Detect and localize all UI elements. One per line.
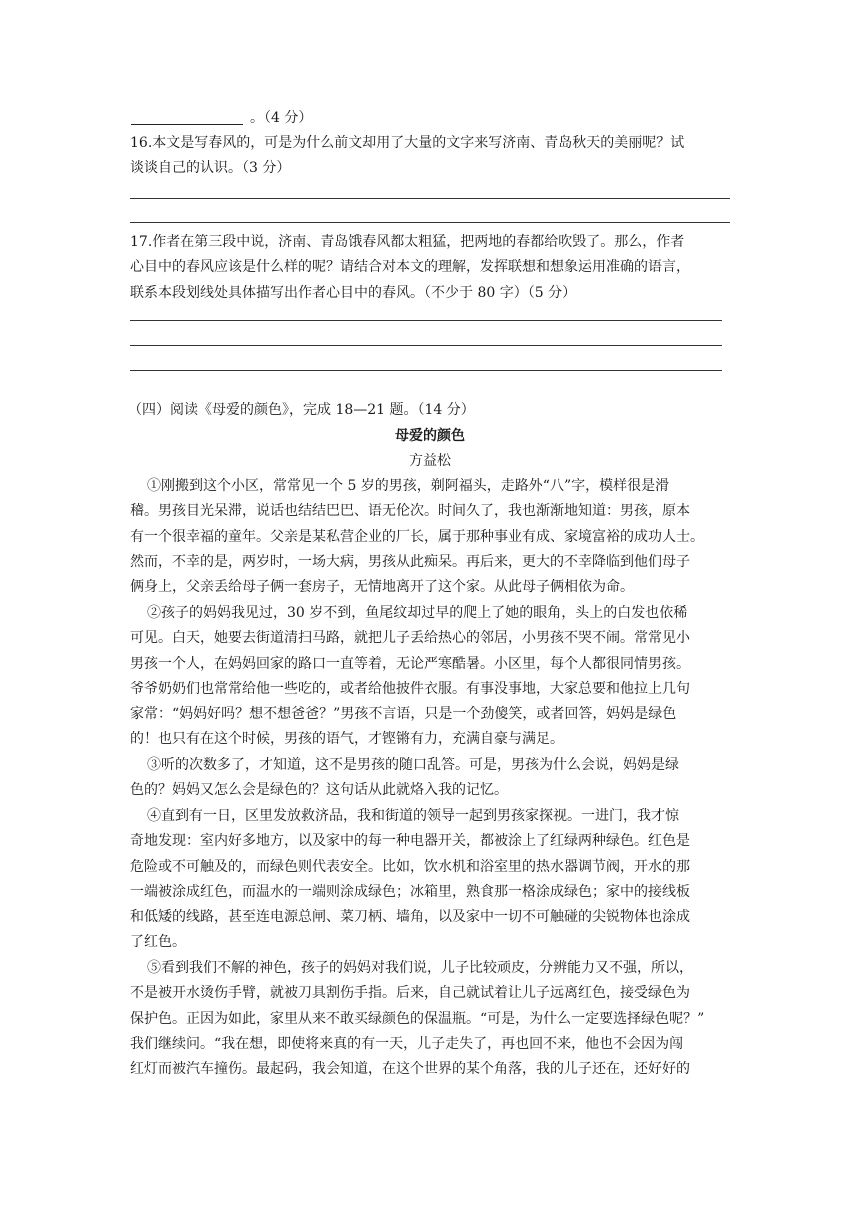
paragraph-line: 家常：“妈妈好吗？想不想爸爸？”男孩不言语，只是一个劲傻笑，或者回答，妈妈是绿色 bbox=[130, 706, 677, 723]
paragraph-line: 红灯而被汽车撞伤。最起码，我会知道，在这个世界的某个角落，我的儿子还在，还好好的 bbox=[130, 1061, 690, 1078]
q17-line3: 联系本段划线处具体描写出作者心目中的春风。（不少于 80 字）（5 分） bbox=[130, 285, 577, 301]
paragraph-line: 有一个很幸福的童年。父亲是某私营企业的厂长，属于那种事业有成、家境富裕的成功人士。 bbox=[130, 528, 704, 545]
paragraph-line: 然而，不幸的是，两岁时，一场大病，男孩从此痴呆。再后来，更大的不幸降临到他们母子 bbox=[130, 553, 690, 570]
answer-line-q17-2[interactable] bbox=[130, 345, 722, 346]
paragraph-5 bbox=[130, 956, 730, 1082]
q15-score: 。（4 分） bbox=[250, 110, 313, 126]
paragraph-line: ④直到有一日，区里发放救济品，我和街道的领导一起到男孩家探视。一进门，我才惊 bbox=[147, 808, 679, 824]
paragraph-line: ②孩子的妈妈我见过，30 岁不到，鱼尾纹却过早的爬上了她的眼角，头上的白发也依稀 bbox=[147, 605, 688, 621]
paragraph-line: 危险或不可触及的，而绿色则代表安全。比如，饮水机和浴室里的热水器调节阀，开水的那 bbox=[130, 858, 690, 875]
paragraph-3 bbox=[130, 753, 730, 804]
q17-line2: 心目中的春风应该是什么样的呢？请结合对本文的理解，发挥联想和想象运用准确的语言， bbox=[130, 259, 690, 275]
answer-line-q17-3[interactable] bbox=[130, 370, 722, 371]
paragraph-line: 和低矮的线路，甚至连电源总闸、菜刀柄、墙角，以及家中一切不可触碰的尖锐物体也涂成 bbox=[130, 909, 690, 926]
answer-line-q16-2[interactable] bbox=[130, 222, 730, 223]
section-heading: （四）阅读《母爱的颜色》，完成 18—21 题。（14 分） bbox=[128, 402, 475, 418]
article-title: 母爱的颜色 bbox=[395, 428, 465, 444]
article-author: 方益松 bbox=[409, 453, 451, 469]
answer-line-q16-1[interactable] bbox=[130, 198, 730, 199]
paragraph-line: 男孩一个人，在妈妈回家的路口一直等着，无论严寒酷暑。小区里，每个人都很同情男孩。 bbox=[130, 655, 690, 672]
q16-line2: 谈谈自己的认识。（3 分） bbox=[130, 160, 291, 176]
paragraph-line: 可见。白天，她要去街道清扫马路，就把儿子丢给热心的邻居，小男孩不哭不闹。常常见小 bbox=[130, 630, 690, 647]
paragraph-line: ⑤看到我们不解的神色，孩子的妈妈对我们说，儿子比较顽皮，分辨能力又不强，所以， bbox=[147, 960, 693, 976]
q17-line1: 17.作者在第三段中说，济南、青岛饿春风都太粗猛，把两地的春都给吹毁了。那么，作者 bbox=[130, 234, 685, 250]
paragraph-line: 稽。男孩目光呆滞，说话也结结巴巴、语无伦次。时间久了，我也渐渐地知道：男孩，原本 bbox=[130, 503, 690, 520]
paragraph-line: ③听的次数多了，才知道，这不是男孩的随口乱答。可是，男孩为什么会说，妈妈是绿 bbox=[147, 757, 679, 773]
paragraph-1 bbox=[130, 474, 730, 600]
paragraph-line: 一端被涂成红色，而温水的一端则涂成绿色；冰箱里，熟食那一格涂成绿色；家中的接线板 bbox=[130, 883, 690, 900]
paragraph-line: 了红色。 bbox=[130, 934, 186, 951]
paragraph-line: 保护色。正因为如此，家里从来不敢买绿颜色的保温瓶。“可是，为什么一定要选择绿色呢？” bbox=[130, 1010, 705, 1027]
paragraph-line: 爷爷奶奶们也常常给他一些吃的，或者给他披件衣服。有事没事地，大家总要和他拉上几句 bbox=[130, 680, 690, 697]
paragraph-line: 俩身上，父亲丢给母子俩一套房子，无情地离开了这个家。从此母子俩相依为命。 bbox=[130, 579, 634, 596]
paragraph-2 bbox=[130, 601, 730, 753]
paragraph-line: 色的？妈妈又怎么会是绿色的？这句话从此就烙入我的记忆。 bbox=[130, 782, 508, 799]
q16-line1: 16.本文是写春风的，可是为什么前文却用了大量的文字来写济南、青岛秋天的美丽呢？试 bbox=[130, 135, 685, 151]
paragraph-line: ①刚搬到这个小区，常常见一个 5 岁的男孩，剃阿福头，走路外“八”字，模样很是滑 bbox=[147, 478, 670, 494]
paragraph-line: 奇地发现：室内好多地方，以及家中的每一种电器开关，都被涂上了红绿两种绿色。红色是 bbox=[130, 833, 690, 850]
answer-blank-q15[interactable] bbox=[131, 124, 243, 125]
paragraph-line: 我们继续问。“我在想，即使将来真的有一天，儿子走失了，再也回不来，他也不会因为闯 bbox=[130, 1035, 684, 1052]
paragraph-line: 的！也只有在这个时候，男孩的语气，才铿锵有力，充满自豪与满足。 bbox=[130, 731, 564, 748]
paragraph-4 bbox=[130, 804, 730, 956]
paragraph-line: 不是被开水烫伤手臂，就被刀具割伤手指。后来，自己就试着让儿子远离红色，接受绿色为 bbox=[130, 985, 690, 1002]
answer-line-q17-1[interactable] bbox=[130, 320, 722, 321]
